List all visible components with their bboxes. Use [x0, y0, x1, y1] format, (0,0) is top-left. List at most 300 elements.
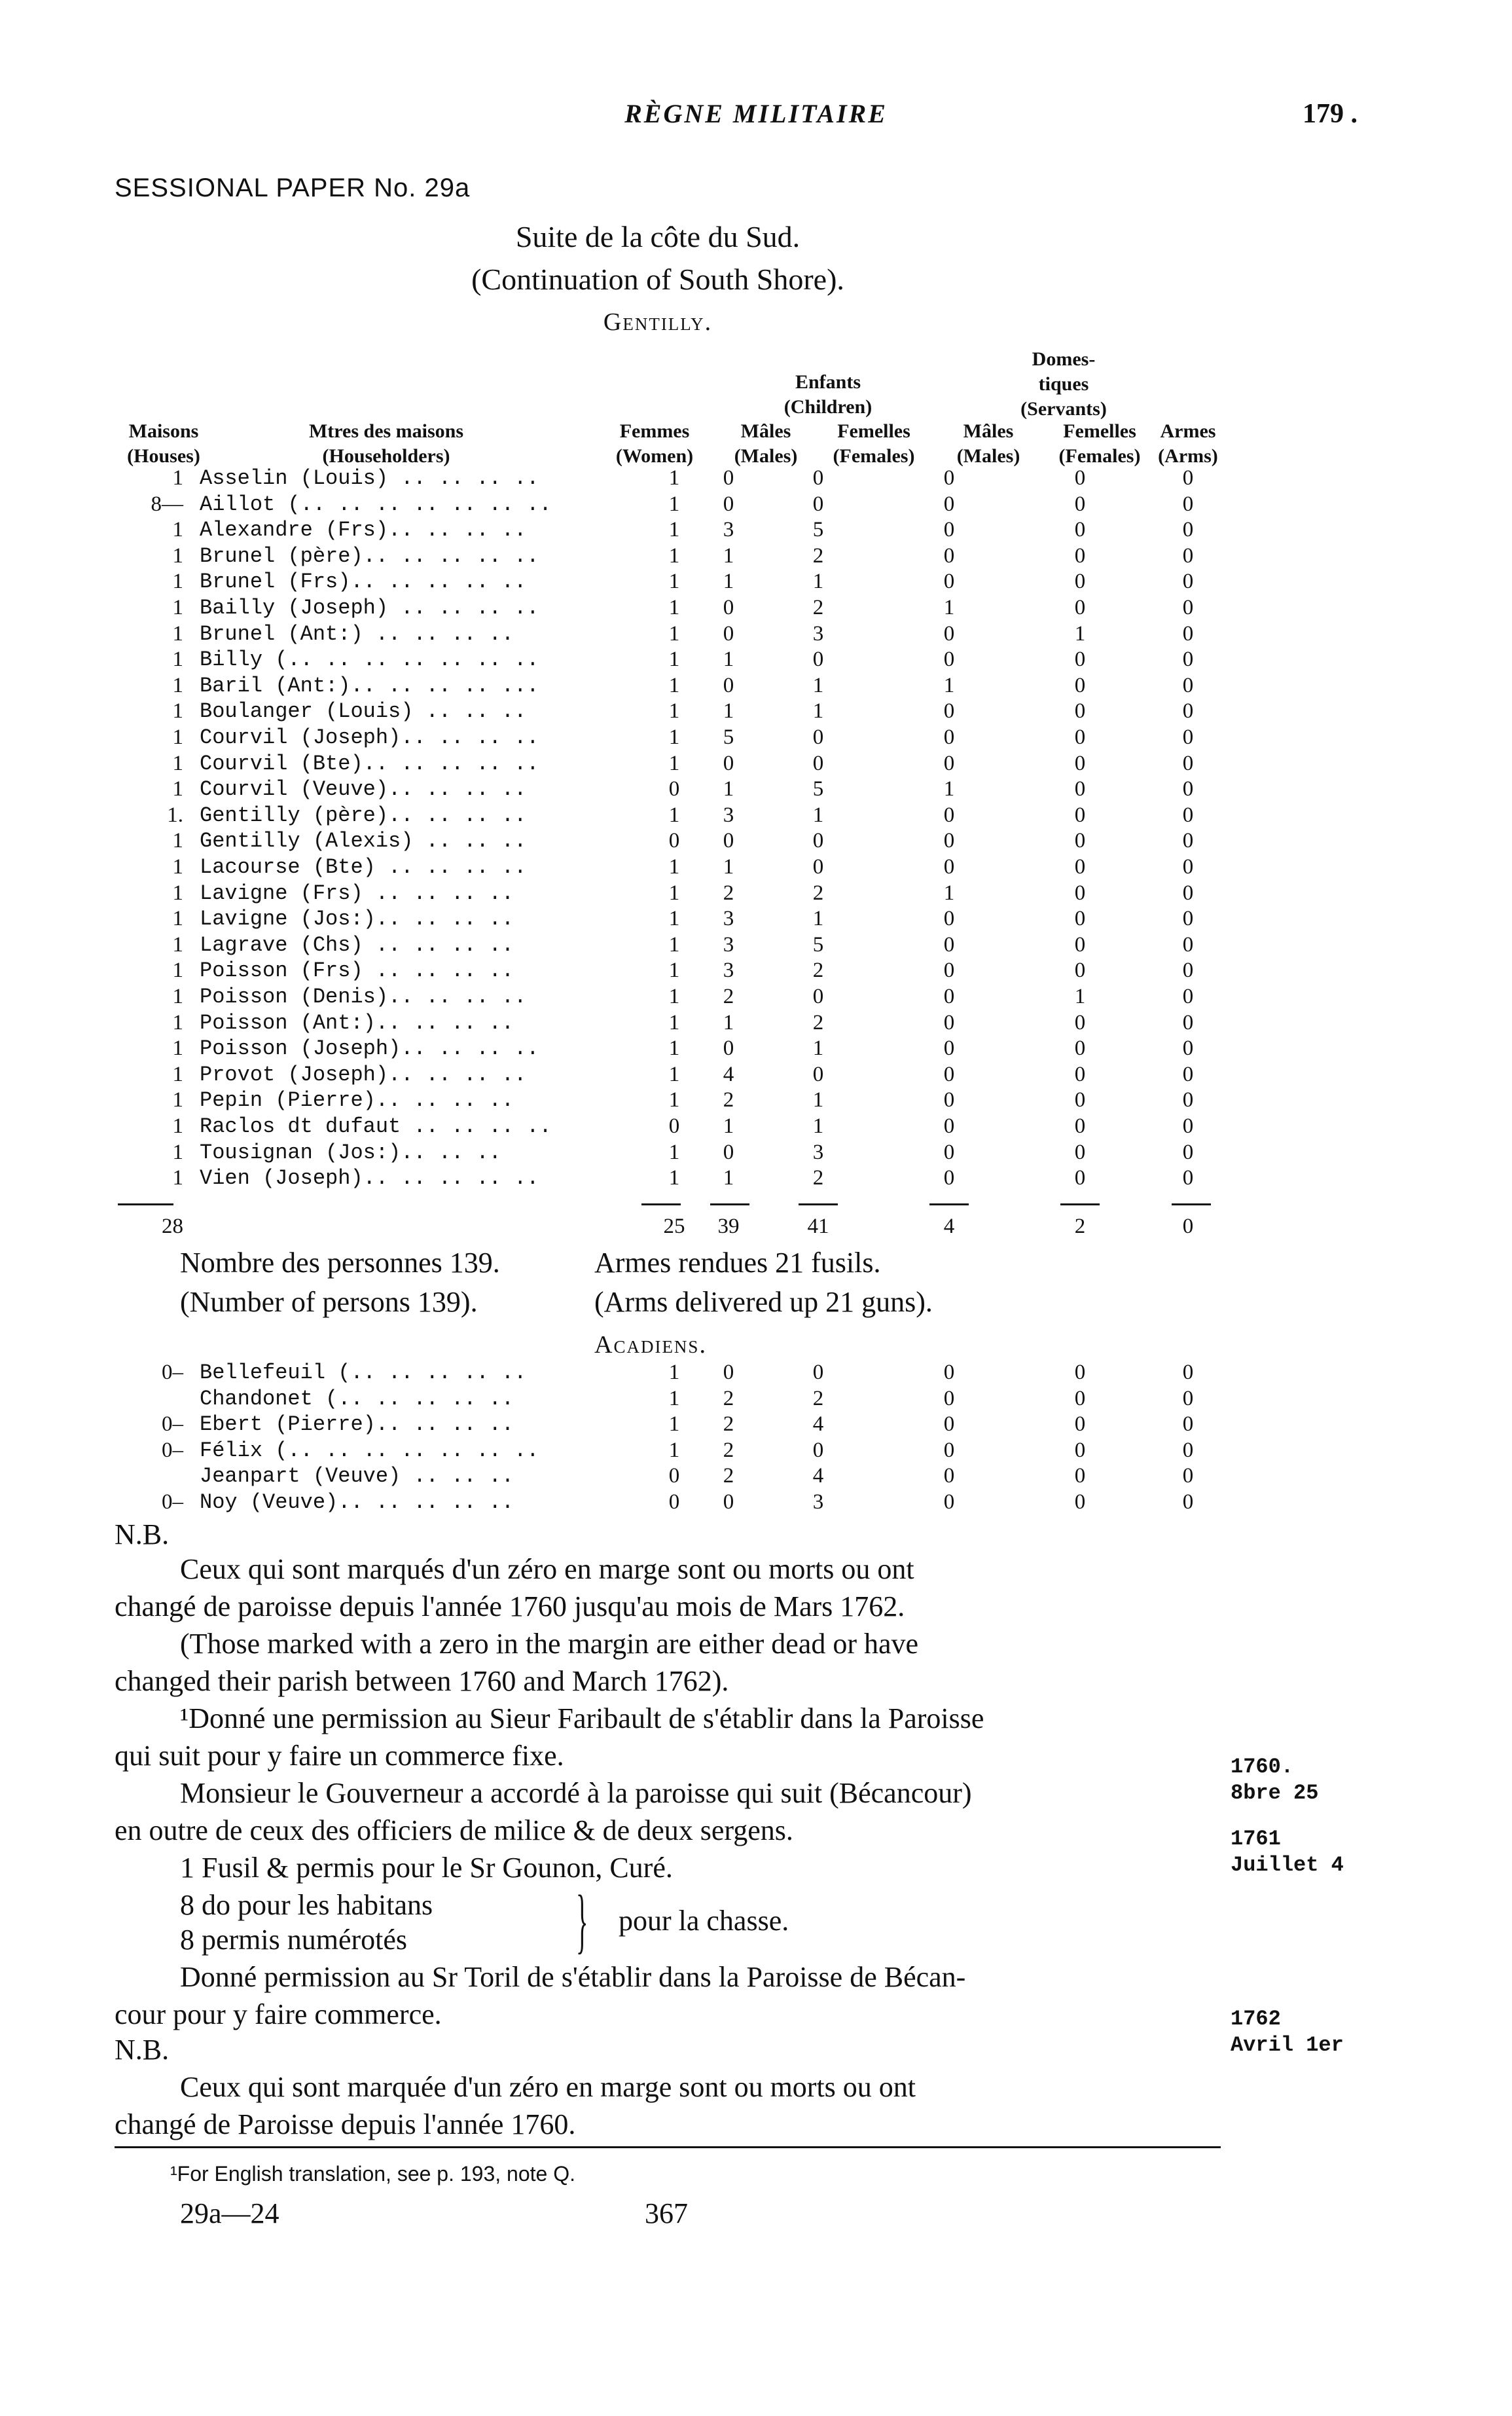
householder-name: Poisson (Ant:).. .. .. .. [200, 1010, 514, 1035]
count-cell: 2 [1074, 1215, 1086, 1238]
count-cell: 0 [723, 1140, 734, 1164]
page-number: 179 . [1303, 99, 1358, 129]
count-cell: 3 [723, 932, 734, 957]
house-count: 1 [172, 751, 183, 775]
count-cell: 0 [812, 985, 824, 1008]
count-cell: 0 [1074, 751, 1086, 775]
count-cell: 0 [1074, 1140, 1086, 1164]
house-count: 1 [172, 466, 183, 490]
count-cell: 0 [1074, 1062, 1086, 1086]
count-cell: 0 [1182, 959, 1194, 983]
count-cell: 1 [812, 1088, 824, 1112]
count-cell: 0 [1074, 1412, 1086, 1437]
house-count: 8— [151, 492, 183, 516]
count-cell: 1 [668, 621, 680, 646]
count-cell: 1 [723, 1114, 734, 1138]
count-cell: 0 [1182, 985, 1194, 1008]
count-cell: 5 [723, 725, 734, 749]
householder-name: Raclos dt dufaut .. .. .. .. [200, 1114, 552, 1139]
total-rule-servant-males [929, 1203, 969, 1205]
count-cell: 1 [723, 855, 734, 879]
header-servants-en: (Servants) [1020, 398, 1107, 420]
count-cell: 1 [668, 959, 680, 983]
header-children-group [720, 370, 936, 420]
count-cell: 0 [943, 1140, 955, 1164]
householder-name: Courvil (Bte).. .. .. .. .. [200, 751, 539, 776]
header-servant-femelles: Femelles [1063, 420, 1136, 442]
count-cell: 0 [1182, 1010, 1194, 1034]
count-cell: 0 [1074, 1464, 1086, 1488]
house-count: 0– [162, 1490, 183, 1514]
count-cell: 39 [717, 1215, 740, 1238]
header-males [720, 419, 812, 469]
persons-en: (Number of persons 139). [180, 1286, 478, 1318]
count-cell: 1 [668, 855, 680, 879]
count-cell: 0 [1182, 777, 1194, 801]
count-cell: 1 [668, 1386, 680, 1410]
house-count: 1 [172, 725, 183, 749]
count-cell: 0 [1182, 1088, 1194, 1112]
count-cell: 0 [943, 725, 955, 749]
header-armes: Armes [1160, 420, 1216, 442]
householder-name: Asselin (Louis) .. .. .. .. [200, 466, 539, 490]
count-cell: 1 [668, 907, 680, 931]
count-cell: 0 [943, 1490, 955, 1514]
grant-permis-line: 8 permis numérotés [180, 1924, 408, 1956]
householder-name: Lavigne (Jos:).. .. .. .. [200, 907, 514, 932]
count-cell: 4 [723, 1062, 734, 1086]
count-cell: 1 [1074, 621, 1086, 646]
count-cell: 0 [723, 621, 734, 646]
header-servant-males-en: (Males) [956, 445, 1020, 467]
header-enfants: Enfants [795, 371, 861, 393]
householder-name: Félix (.. .. .. .. .. .. .. [200, 1438, 539, 1463]
house-count: 1 [172, 1088, 183, 1112]
count-cell: 0 [1182, 518, 1194, 542]
nb-label-1: N.B. [115, 1518, 170, 1550]
count-cell: 1 [668, 1361, 680, 1384]
count-cell: 0 [943, 1036, 955, 1061]
count-cell: 0 [1074, 907, 1086, 931]
total-rule-servant-females [1060, 1203, 1100, 1205]
header-houses-en: (Houses) [127, 445, 200, 467]
householder-name: Ebert (Pierre).. .. .. .. [200, 1412, 514, 1437]
governor-grant-line-1: Monsieur le Gouverneur a accordé à la paroisse qui suit (Bécancour) [180, 1777, 972, 1809]
margin-note-year-1762: 1762 [1231, 2007, 1281, 2031]
count-cell: 0 [1074, 1438, 1086, 1462]
count-cell: 0 [1074, 518, 1086, 542]
count-cell: 0 [1182, 751, 1194, 775]
count-cell: 1 [668, 1140, 680, 1164]
header-femmes: Femmes [619, 420, 690, 442]
count-cell: 1 [668, 596, 680, 619]
count-cell: 0 [943, 543, 955, 568]
count-cell: 0 [668, 1464, 680, 1488]
count-cell: 2 [723, 1412, 734, 1437]
count-cell: 0 [1182, 1036, 1194, 1061]
count-cell: 0 [1074, 570, 1086, 594]
house-count: 1 [172, 829, 183, 853]
count-cell: 0 [943, 1088, 955, 1112]
count-cell: 4 [812, 1412, 824, 1437]
count-cell: 0 [1182, 1412, 1194, 1437]
count-cell: 0 [812, 829, 824, 853]
house-count: 1 [172, 881, 183, 905]
house-count: 1 [172, 777, 183, 801]
count-cell: 0 [943, 932, 955, 957]
header-females [812, 419, 936, 469]
count-cell: 1 [668, 466, 680, 490]
count-cell: 0 [1182, 1114, 1194, 1138]
count-cell: 0 [1074, 1010, 1086, 1034]
householder-name: Courvil (Veuve).. .. .. .. [200, 777, 527, 802]
count-cell: 0 [723, 673, 734, 697]
householder-name: Poisson (Denis).. .. .. .. [200, 985, 527, 1009]
count-cell: 1 [668, 1062, 680, 1086]
count-cell: 0 [1182, 1438, 1194, 1462]
count-cell: 0 [1074, 855, 1086, 879]
house-count: 1. [167, 803, 183, 827]
count-cell: 4 [812, 1464, 824, 1488]
count-cell: 5 [812, 518, 824, 542]
count-cell: 0 [723, 751, 734, 775]
count-cell: 0 [812, 1062, 824, 1086]
signature-mark: 29a—24 [180, 2197, 279, 2229]
count-cell: 3 [723, 803, 734, 827]
house-count: 1 [172, 648, 183, 672]
note-fr-line-2: changé de paroisse depuis l'année 1760 jusqu'au mois de Mars 1762. [115, 1590, 905, 1622]
count-cell: 1 [668, 543, 680, 568]
householder-name: Gentilly (père).. .. .. .. [200, 803, 527, 828]
house-count: 1 [172, 699, 183, 723]
count-cell: 1 [723, 543, 734, 568]
count-cell: 0 [943, 907, 955, 931]
house-count: 1 [172, 1062, 183, 1086]
count-cell: 0 [1182, 881, 1194, 905]
count-cell: 2 [812, 543, 824, 568]
total-rule-houses [118, 1203, 173, 1205]
header-maitres: Mtres des maisons [308, 420, 464, 442]
header-women [599, 419, 710, 469]
count-cell: 0 [1182, 725, 1194, 749]
count-cell: 3 [723, 907, 734, 931]
count-cell: 0 [723, 829, 734, 853]
count-cell: 0 [1074, 492, 1086, 516]
count-cell: 0 [943, 1010, 955, 1034]
house-count: 0– [162, 1438, 183, 1462]
householder-name: Brunel (Frs).. .. .. .. .. [200, 570, 527, 595]
householder-name: Boulanger (Louis) .. .. .. [200, 699, 527, 724]
house-count: 1 [172, 621, 183, 646]
householder-name: Aillot (.. .. .. .. .. .. .. [200, 492, 552, 517]
permission-toril-line-1: Donné permission au Sr Toril de s'établir dans la Paroisse de Bécan- [180, 1961, 966, 1993]
house-count: 1 [172, 596, 183, 619]
count-cell: 0 [943, 570, 955, 594]
count-cell: 0 [943, 1361, 955, 1384]
house-count: 1 [172, 907, 183, 931]
count-cell: 3 [812, 621, 824, 646]
count-cell: 0 [943, 621, 955, 646]
count-cell: 0 [1074, 1166, 1086, 1190]
count-cell: 0 [1074, 699, 1086, 723]
house-count: 1 [172, 543, 183, 568]
footnote-rule [115, 2146, 1221, 2148]
count-cell: 0 [1182, 621, 1194, 646]
margin-note-date-juillet: Juillet 4 [1231, 1853, 1344, 1877]
running-head: RÈGNE MILITAIRE [624, 99, 888, 128]
householder-name: Poisson (Joseph).. .. .. .. [200, 1036, 539, 1061]
count-cell: 0 [1074, 1361, 1086, 1384]
house-count: 1 [172, 518, 183, 542]
householder-name: Poisson (Frs) .. .. .. .. [200, 959, 514, 983]
count-cell: 3 [723, 959, 734, 983]
header-femelles: Femelles [837, 420, 910, 442]
note-en-line-2: changed their parish between 1760 and March 1762). [115, 1665, 729, 1697]
count-cell: 0 [1074, 725, 1086, 749]
header-servant-males [939, 419, 1037, 469]
count-cell: 0 [668, 777, 680, 801]
count-cell: 1 [668, 803, 680, 827]
total-rule-males [710, 1203, 749, 1205]
count-cell: 0 [723, 492, 734, 516]
count-cell: 1 [668, 1010, 680, 1034]
count-cell: 1 [668, 570, 680, 594]
house-count: 1 [172, 1140, 183, 1164]
count-cell: 1 [723, 570, 734, 594]
count-cell: 0 [812, 725, 824, 749]
count-cell: 0 [943, 648, 955, 672]
note-fr-line-1: Ceux qui sont marqués d'un zéro en marge sont ou morts ou ont [180, 1553, 914, 1585]
count-cell: 0 [1182, 648, 1194, 672]
count-cell: 1 [812, 673, 824, 697]
count-cell: 0 [1074, 1036, 1086, 1061]
nb-label-2: N.B. [115, 2034, 170, 2066]
governor-grant-line-2: en outre de ceux des officiers de milice & de deux sergens. [115, 1814, 793, 1846]
count-cell: 2 [812, 1010, 824, 1034]
count-cell: 1 [668, 1088, 680, 1112]
header-servant-females-en: (Females) [1058, 445, 1141, 467]
count-cell: 0 [1074, 1088, 1086, 1112]
margin-note-year-1761: 1761 [1231, 1827, 1281, 1851]
count-cell: 1 [668, 1036, 680, 1061]
persons-fr: Nombre des personnes 139. [180, 1247, 500, 1279]
count-cell: 1 [668, 518, 680, 542]
householder-name: Courvil (Joseph).. .. .. .. [200, 725, 539, 750]
house-count: 1 [172, 1166, 183, 1190]
count-cell: 1 [943, 673, 955, 697]
count-cell: 2 [723, 1088, 734, 1112]
margin-note-date-avril: Avril 1er [1231, 2033, 1344, 2057]
margin-note-date-8bre: 8bre 25 [1231, 1781, 1319, 1805]
document-page-number: 367 [645, 2197, 688, 2229]
count-cell: 0 [812, 492, 824, 516]
sessional-paper-label: SESSIONAL PAPER No. 29a [115, 174, 471, 202]
count-cell: 0 [1074, 543, 1086, 568]
note-en-line-1: (Those marked with a zero in the margin are either dead or have [180, 1628, 919, 1660]
count-cell: 0 [943, 1464, 955, 1488]
note2-line-1: Ceux qui sont marquée d'un zéro en marge sont ou morts ou ont [180, 2071, 916, 2103]
count-cell: 1 [723, 648, 734, 672]
total-rule-females [799, 1203, 838, 1205]
count-cell: 0 [1074, 1386, 1086, 1410]
count-cell: 0 [1182, 1166, 1194, 1190]
house-count: 1 [172, 959, 183, 983]
header-maisons: Maisons [128, 420, 199, 442]
count-cell: 1 [723, 1010, 734, 1034]
header-houses [115, 419, 213, 469]
count-cell: 1 [668, 725, 680, 749]
footnote: ¹For English translation, see p. 193, note Q. [170, 2162, 575, 2186]
count-cell: 0 [1182, 1062, 1194, 1086]
count-cell: 0 [1074, 466, 1086, 490]
count-cell: 0 [1182, 570, 1194, 594]
householder-name: Bellefeuil (.. .. .. .. .. [200, 1361, 527, 1385]
count-cell: 1 [668, 1438, 680, 1462]
count-cell: 0 [1182, 1361, 1194, 1384]
count-cell: 0 [723, 1036, 734, 1061]
count-cell: 0 [1182, 1386, 1194, 1410]
permission-faribault-line-1: ¹Donné une permission au Sieur Faribault de s'établir dans la Paroisse [180, 1702, 984, 1734]
count-cell: 0 [1182, 543, 1194, 568]
count-cell: 1 [812, 803, 824, 827]
count-cell: 0 [1182, 1490, 1194, 1514]
section-title-fr: Suite de la côte du Sud. [515, 220, 801, 253]
grant-chasse-label: pour la chasse. [619, 1905, 789, 1937]
householder-name: Jeanpart (Veuve) .. .. .. [200, 1464, 514, 1489]
count-cell: 0 [943, 829, 955, 853]
count-cell: 0 [668, 1490, 680, 1514]
count-cell: 0 [1182, 855, 1194, 879]
count-cell: 0 [1182, 492, 1194, 516]
house-count: 1 [172, 570, 183, 594]
count-cell: 2 [723, 985, 734, 1008]
header-females-en: (Females) [833, 445, 915, 467]
householder-name: Bailly (Joseph) .. .. .. .. [200, 596, 539, 620]
count-cell: 0 [943, 1412, 955, 1437]
count-cell: 0 [1074, 959, 1086, 983]
grant-do-line: 8 do pour les habitans [180, 1889, 433, 1921]
count-cell: 0 [943, 1062, 955, 1086]
header-arms-en: (Arms) [1158, 445, 1218, 467]
count-cell: 0 [723, 596, 734, 619]
brace-icon: } [576, 1880, 588, 1960]
count-cell: 0 [1182, 1215, 1194, 1238]
householder-name: Alexandre (Frs).. .. .. .. [200, 518, 527, 543]
section-title-en: (Continuation of South Shore). [471, 263, 844, 296]
count-cell: 0 [943, 466, 955, 490]
count-cell: 0 [1074, 881, 1086, 905]
count-cell: 0 [943, 985, 955, 1008]
house-count: 1 [172, 932, 183, 957]
count-cell: 0 [1074, 648, 1086, 672]
count-cell: 1 [723, 1166, 734, 1190]
header-males-en: (Males) [734, 445, 798, 467]
permission-toril-line-2: cour pour y faire commerce. [115, 1998, 442, 2030]
arms-en: (Arms delivered up 21 guns). [594, 1286, 933, 1318]
count-cell: 5 [812, 777, 824, 801]
count-cell: 1 [943, 596, 955, 619]
count-cell: 0 [1182, 907, 1194, 931]
householder-name: Lagrave (Chs) .. .. .. .. [200, 932, 514, 957]
count-cell: 1 [1074, 985, 1086, 1008]
acadiens-title: Acadiens. [594, 1331, 707, 1359]
count-cell: 0 [1182, 803, 1194, 827]
header-children-en: (Children) [783, 396, 873, 418]
margin-note-year-1760: 1760. [1231, 1755, 1294, 1779]
count-cell: 1 [943, 777, 955, 801]
count-cell: 1 [812, 699, 824, 723]
count-cell: 0 [812, 1438, 824, 1462]
count-cell: 3 [812, 1140, 824, 1164]
householder-name: Pepin (Pierre).. .. .. .. [200, 1088, 514, 1113]
count-cell: 0 [1074, 1114, 1086, 1138]
householder-name: Lavigne (Frs) .. .. .. .. [200, 881, 514, 906]
count-cell: 1 [812, 1036, 824, 1061]
count-cell: 2 [812, 881, 824, 905]
count-cell: 1 [668, 1412, 680, 1437]
count-cell: 0 [943, 1438, 955, 1462]
householder-name: Brunel (père).. .. .. .. .. [200, 543, 539, 568]
count-cell: 1 [668, 881, 680, 905]
header-women-en: (Women) [615, 445, 694, 467]
count-cell: 0 [812, 855, 824, 879]
householder-name: Gentilly (Alexis) .. .. .. [200, 829, 527, 854]
count-cell: 2 [812, 1166, 824, 1190]
count-cell: 0 [812, 751, 824, 775]
count-cell: 0 [1074, 673, 1086, 697]
count-cell: 0 [943, 1166, 955, 1190]
house-count: 1 [172, 855, 183, 879]
count-cell: 1 [668, 492, 680, 516]
house-count: 0– [162, 1361, 183, 1384]
count-cell: 0 [1182, 673, 1194, 697]
count-cell: 1 [943, 881, 955, 905]
householder-name: Vien (Joseph).. .. .. .. .. [200, 1166, 539, 1191]
count-cell: 2 [812, 596, 824, 619]
header-arms [1142, 419, 1234, 469]
count-cell: 25 [663, 1215, 685, 1238]
house-count: 1 [172, 673, 183, 697]
count-cell: 0 [723, 466, 734, 490]
count-cell: 0 [1182, 1140, 1194, 1164]
householder-name: Billy (.. .. .. .. .. .. .. [200, 648, 539, 672]
house-count: 28 [162, 1215, 183, 1238]
header-servant-males-fr: Mâles [963, 420, 1014, 442]
house-count: 0– [162, 1412, 183, 1437]
count-cell: 0 [723, 1490, 734, 1514]
house-count: 1 [172, 1114, 183, 1138]
house-count: 1 [172, 1010, 183, 1034]
count-cell: 3 [723, 518, 734, 542]
count-cell: 0 [1182, 1464, 1194, 1488]
count-cell: 0 [1074, 829, 1086, 853]
count-cell: 0 [1182, 699, 1194, 723]
count-cell: 1 [668, 673, 680, 697]
householder-name: Provot (Joseph).. .. .. .. [200, 1062, 527, 1087]
count-cell: 2 [812, 1386, 824, 1410]
note2-line-2: changé de Paroisse depuis l'année 1760. [115, 2108, 576, 2140]
count-cell: 2 [723, 1386, 734, 1410]
count-cell: 0 [943, 699, 955, 723]
count-cell: 0 [1074, 777, 1086, 801]
count-cell: 0 [812, 466, 824, 490]
count-cell: 0 [943, 751, 955, 775]
total-rule-women [641, 1203, 681, 1205]
header-servants-group [946, 347, 1181, 422]
count-cell: 2 [723, 1464, 734, 1488]
count-cell: 5 [812, 932, 824, 957]
place-title: Gentilly. [603, 308, 713, 336]
